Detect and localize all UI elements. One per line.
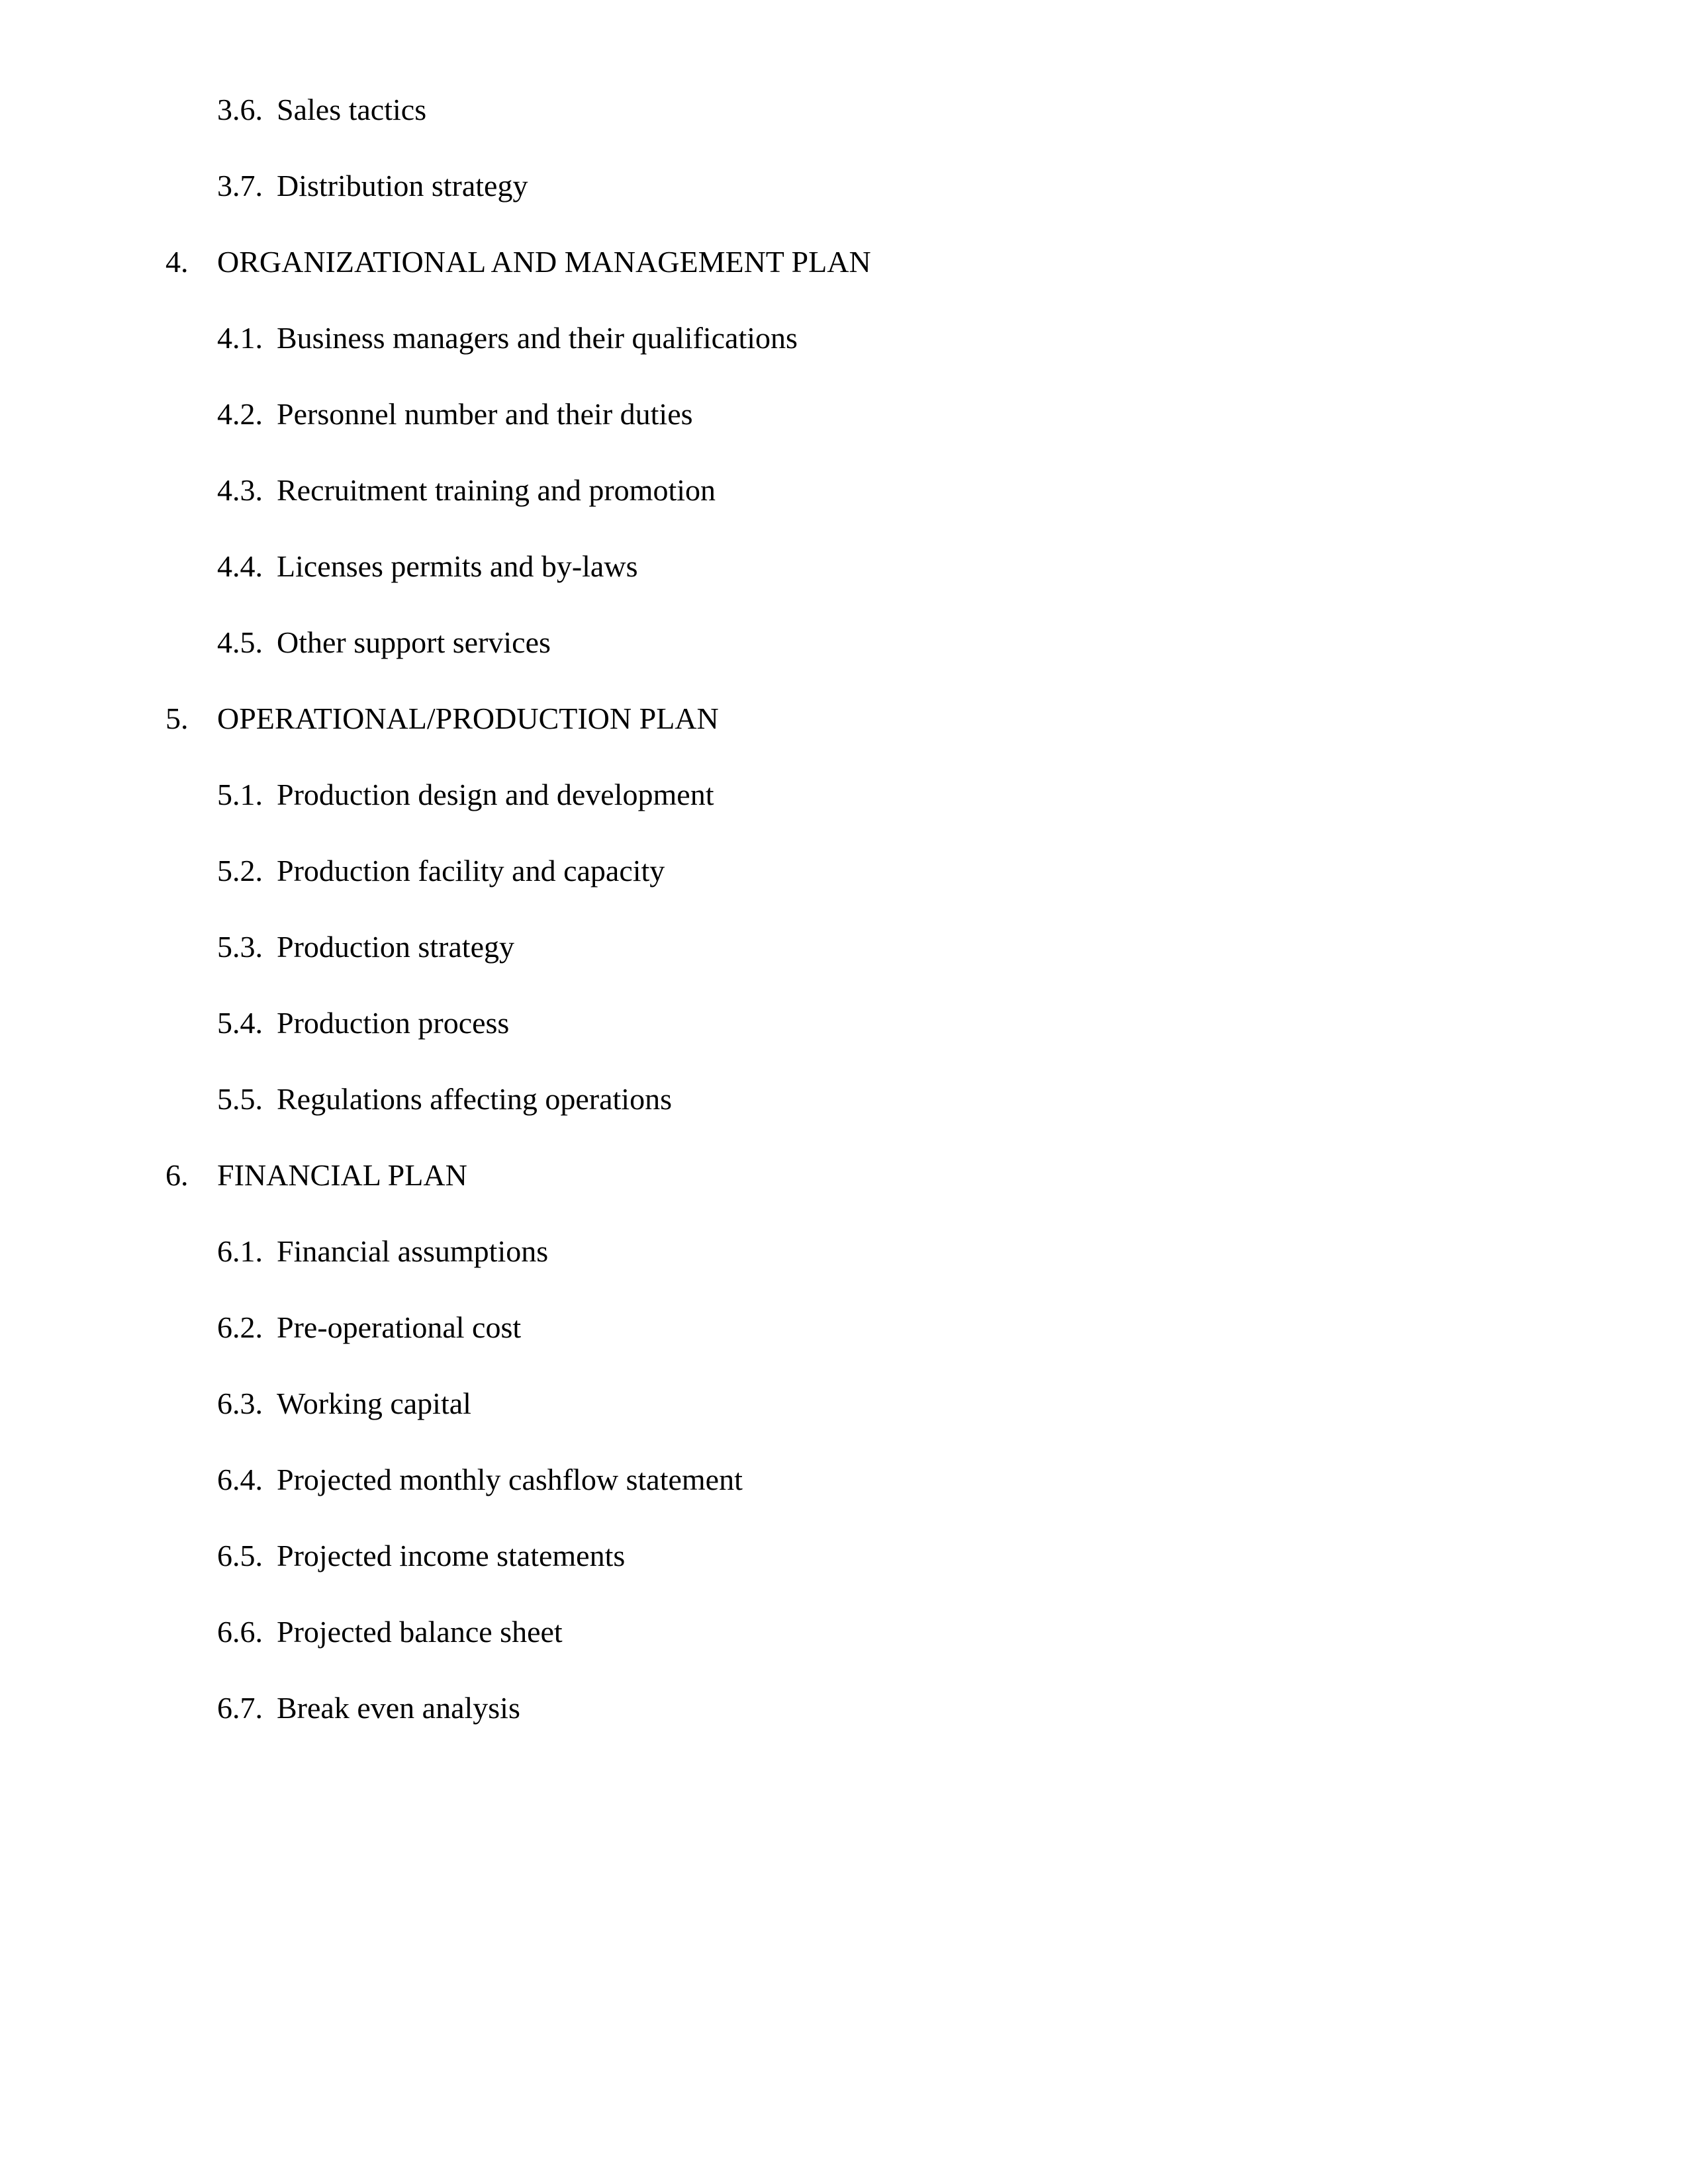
toc-title: Projected balance sheet — [277, 1615, 563, 1649]
toc-title: Distribution strategy — [277, 169, 528, 203]
toc-title: Break even analysis — [277, 1691, 520, 1725]
toc-title: Working capital — [277, 1387, 471, 1420]
toc-number: 6. — [165, 1158, 189, 1192]
toc-number: 6.2. — [217, 1310, 263, 1344]
toc-title: Licenses permits and by-laws — [277, 549, 638, 583]
toc-number: 6.6. — [217, 1615, 263, 1649]
toc-subsection — [0, 1604, 1688, 1680]
toc-number: 6.3. — [217, 1387, 263, 1420]
toc-subsection — [0, 539, 1688, 615]
toc-subsection — [0, 1224, 1688, 1300]
toc-subsection — [0, 615, 1688, 691]
toc-section — [0, 1148, 1688, 1224]
toc-number: 4.3. — [217, 473, 263, 507]
toc-title: Production process — [277, 1006, 510, 1040]
toc-title: Pre-operational cost — [277, 1310, 522, 1344]
toc-title: Financial assumptions — [277, 1234, 549, 1268]
toc-subsection — [0, 1528, 1688, 1604]
toc-title: Sales tactics — [277, 93, 427, 126]
toc-subsection — [0, 1680, 1688, 1756]
toc-section — [0, 691, 1688, 767]
toc-number: 5.3. — [217, 930, 263, 964]
toc-subsection — [0, 995, 1688, 1071]
toc-title: Regulations affecting operations — [277, 1082, 672, 1116]
toc-number: 5. — [165, 702, 189, 735]
toc-title: Production strategy — [277, 930, 514, 964]
toc-number: 5.4. — [217, 1006, 263, 1040]
toc-section — [0, 234, 1688, 310]
toc-subsection — [0, 919, 1688, 995]
toc-title: Business managers and their qualifications — [277, 321, 798, 355]
toc-subsection — [0, 767, 1688, 843]
toc-number: 3.6. — [217, 93, 263, 126]
toc-title: ORGANIZATIONAL AND MANAGEMENT PLAN — [217, 245, 871, 279]
toc-subsection — [0, 387, 1688, 463]
toc-subsection — [0, 843, 1688, 919]
toc-number: 6.1. — [217, 1234, 263, 1268]
toc-number: 5.2. — [217, 854, 263, 887]
toc-title: OPERATIONAL/PRODUCTION PLAN — [217, 702, 719, 735]
toc-title: Production facility and capacity — [277, 854, 665, 887]
toc-number: 4.5. — [217, 625, 263, 659]
table-of-contents — [0, 82, 1688, 1756]
toc-number: 4.1. — [217, 321, 263, 355]
toc-title: Personnel number and their duties — [277, 397, 693, 431]
toc-number: 5.1. — [217, 778, 263, 811]
toc-number: 5.5. — [217, 1082, 263, 1116]
toc-number: 4.4. — [217, 549, 263, 583]
toc-number: 6.4. — [217, 1463, 263, 1496]
toc-subsection — [0, 310, 1688, 387]
toc-title: Projected income statements — [277, 1539, 626, 1572]
toc-number: 6.5. — [217, 1539, 263, 1572]
toc-title: FINANCIAL PLAN — [217, 1158, 467, 1192]
toc-subsection — [0, 1376, 1688, 1452]
toc-subsection — [0, 1300, 1688, 1376]
toc-number: 6.7. — [217, 1691, 263, 1725]
toc-subsection — [0, 158, 1688, 234]
toc-subsection — [0, 82, 1688, 158]
toc-title: Production design and development — [277, 778, 714, 811]
toc-title: Projected monthly cashflow statement — [277, 1463, 743, 1496]
toc-title: Other support services — [277, 625, 551, 659]
toc-title: Recruitment training and promotion — [277, 473, 716, 507]
toc-number: 4. — [165, 245, 189, 279]
toc-number: 4.2. — [217, 397, 263, 431]
toc-number: 3.7. — [217, 169, 263, 203]
toc-subsection — [0, 463, 1688, 539]
toc-subsection — [0, 1071, 1688, 1148]
toc-subsection — [0, 1452, 1688, 1528]
